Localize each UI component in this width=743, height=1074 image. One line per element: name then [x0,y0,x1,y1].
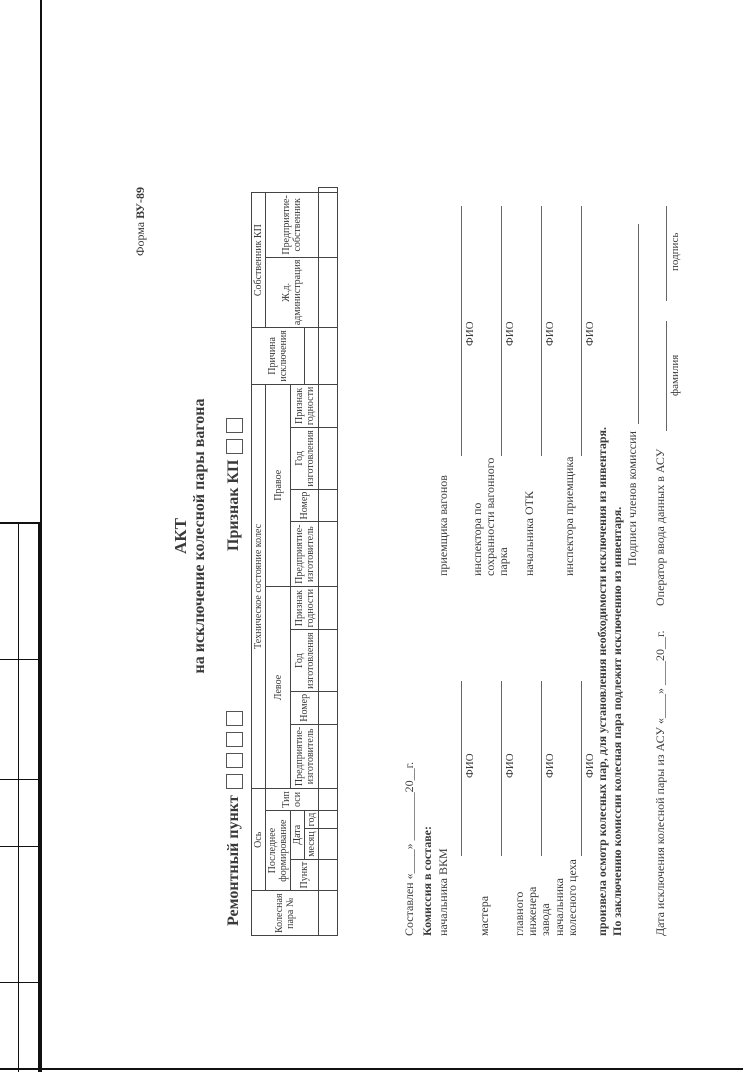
table-cell[interactable] [319,489,338,522]
col-right-manufacturer: Предприятие-изготовитель [291,522,319,586]
col-left: Левое [266,586,291,788]
wheelset-table [251,187,338,936]
fio-caption: ФИО [584,753,596,778]
member-label: мастера [477,895,491,936]
table-header-row [266,188,291,936]
kp-sign-label: Признак КП [225,459,242,551]
document-subtitle: на исключение колесной пары вагона [191,398,208,674]
repair-point [225,711,243,926]
form-code: ВУ-89 [133,187,147,219]
member-label: приемщика вагонов [436,475,450,576]
kp-sign-box[interactable] [226,418,243,433]
surname-line[interactable] [666,321,667,431]
repair-point-box[interactable] [226,753,243,768]
table-cell[interactable] [319,428,338,490]
col-month: месяц [305,829,319,859]
operator-label: Оператор ввода данных в АСУ [653,448,667,606]
binding-margin-table [0,522,40,1072]
col-date: Дата [291,810,305,859]
table-cell[interactable] [319,257,338,328]
member-label: начальника колесного цеха [552,859,579,936]
col-right-fitness: Признак годности [291,384,319,427]
col-exclusion-reason: Причина исключения [252,328,305,385]
repair-point-label: Ремонтный пункт [225,795,242,926]
member-label: инспектора приемщика [562,456,576,576]
col-left-fitness: Признак годности [291,586,319,629]
table-row [319,188,338,936]
form-label [133,187,148,256]
table-cell[interactable] [319,193,338,257]
rotated-form [41,36,701,1036]
kp-sign [225,418,243,551]
result-statement: произвела осмотр колесных пар, для установления необходимости исключения из инвентаря. [595,427,609,936]
fio-line[interactable] [581,206,582,456]
col-right-number: Номер [291,489,319,522]
member-label: инспектора по сохранности вагонного парка [470,457,510,576]
table-cell[interactable] [319,384,338,427]
repair-point-box[interactable] [226,732,243,747]
table-cell [305,328,319,385]
col-last-formation: Последнее формирование [266,810,291,891]
repair-point-box[interactable] [226,711,243,726]
col-tech-state: Техническое состояние колес [252,384,266,789]
col-left-number: Номер [291,691,319,724]
fio-line[interactable] [461,681,462,856]
col-right-year: Год изготовления [291,428,319,490]
frame-bottom-border [0,1068,743,1074]
repair-point-box[interactable] [226,774,243,789]
table-cell[interactable] [319,859,338,891]
col-railway-admin: Ж.д. администрация [266,257,319,328]
fio-caption: ФИО [544,321,556,346]
member-label: главного инженера завода [512,886,552,936]
fio-line[interactable] [581,681,582,856]
col-left-year: Год изготовления [291,630,319,692]
result-conclusion: По заключению комиссии колесная пара подлежит исключению из инвентаря. [610,506,624,936]
table-cell[interactable] [319,328,338,385]
col-right: Правое [266,384,291,586]
kp-sign-box[interactable] [226,439,243,454]
col-axle-type: Тип оси [266,789,319,811]
table-cell[interactable] [319,630,338,692]
fio-caption: ФИО [464,321,476,346]
signatures-line[interactable] [638,224,639,424]
document-title: АКТ [171,518,190,554]
member-label: начальника ОТК [522,490,536,576]
signature-caption: подпись [669,232,681,271]
signature-line[interactable] [666,206,667,301]
col-axle: Ось [252,789,266,891]
fio-caption: ФИО [504,321,516,346]
fio-caption: ФИО [504,753,516,778]
signatures-label: Подписи членов комиссии [625,431,639,566]
composed-date: Составлен «____» ________20__г. [402,761,416,936]
col-owner-enterprise: Предприятие-собственник [266,193,319,257]
col-wheelset-no: Колесная пара № [252,891,319,936]
col-year: год [305,810,319,829]
fio-caption: ФИО [464,753,476,778]
table-cell[interactable] [319,188,338,193]
table-cell[interactable] [319,586,338,629]
table-cell[interactable] [319,789,338,811]
fio-line[interactable] [541,681,542,856]
member-label: начальника ВКМ [436,848,450,936]
col-owner: Собственник КП [252,193,266,328]
form-label-prefix: Форма [133,221,147,256]
table-cell[interactable] [319,724,338,788]
fio-line[interactable] [501,681,502,856]
table-cell[interactable] [319,810,338,829]
margin-divider [0,659,38,660]
exclusion-date: Дата исключения колесной пары из АСУ «____» ____20__г. [653,630,667,936]
table-cell[interactable] [319,829,338,859]
fio-caption: ФИО [584,321,596,346]
commission-heading: Комиссия в составе: [420,826,434,936]
margin-divider [18,524,19,1072]
fio-line[interactable] [541,206,542,456]
table-cell[interactable] [319,522,338,586]
fio-line[interactable] [461,206,462,456]
margin-divider [0,982,38,983]
table-cell[interactable] [319,891,338,936]
margin-divider [0,846,38,847]
col-left-manufacturer: Предприятие-изготовитель [291,724,319,788]
fio-caption: ФИО [544,753,556,778]
table-cell[interactable] [319,691,338,724]
surname-caption: фамилия [669,354,681,396]
table-header-row [252,188,266,936]
margin-divider [0,779,38,780]
col-point: Пункт [291,859,319,891]
fio-line[interactable] [501,206,502,456]
